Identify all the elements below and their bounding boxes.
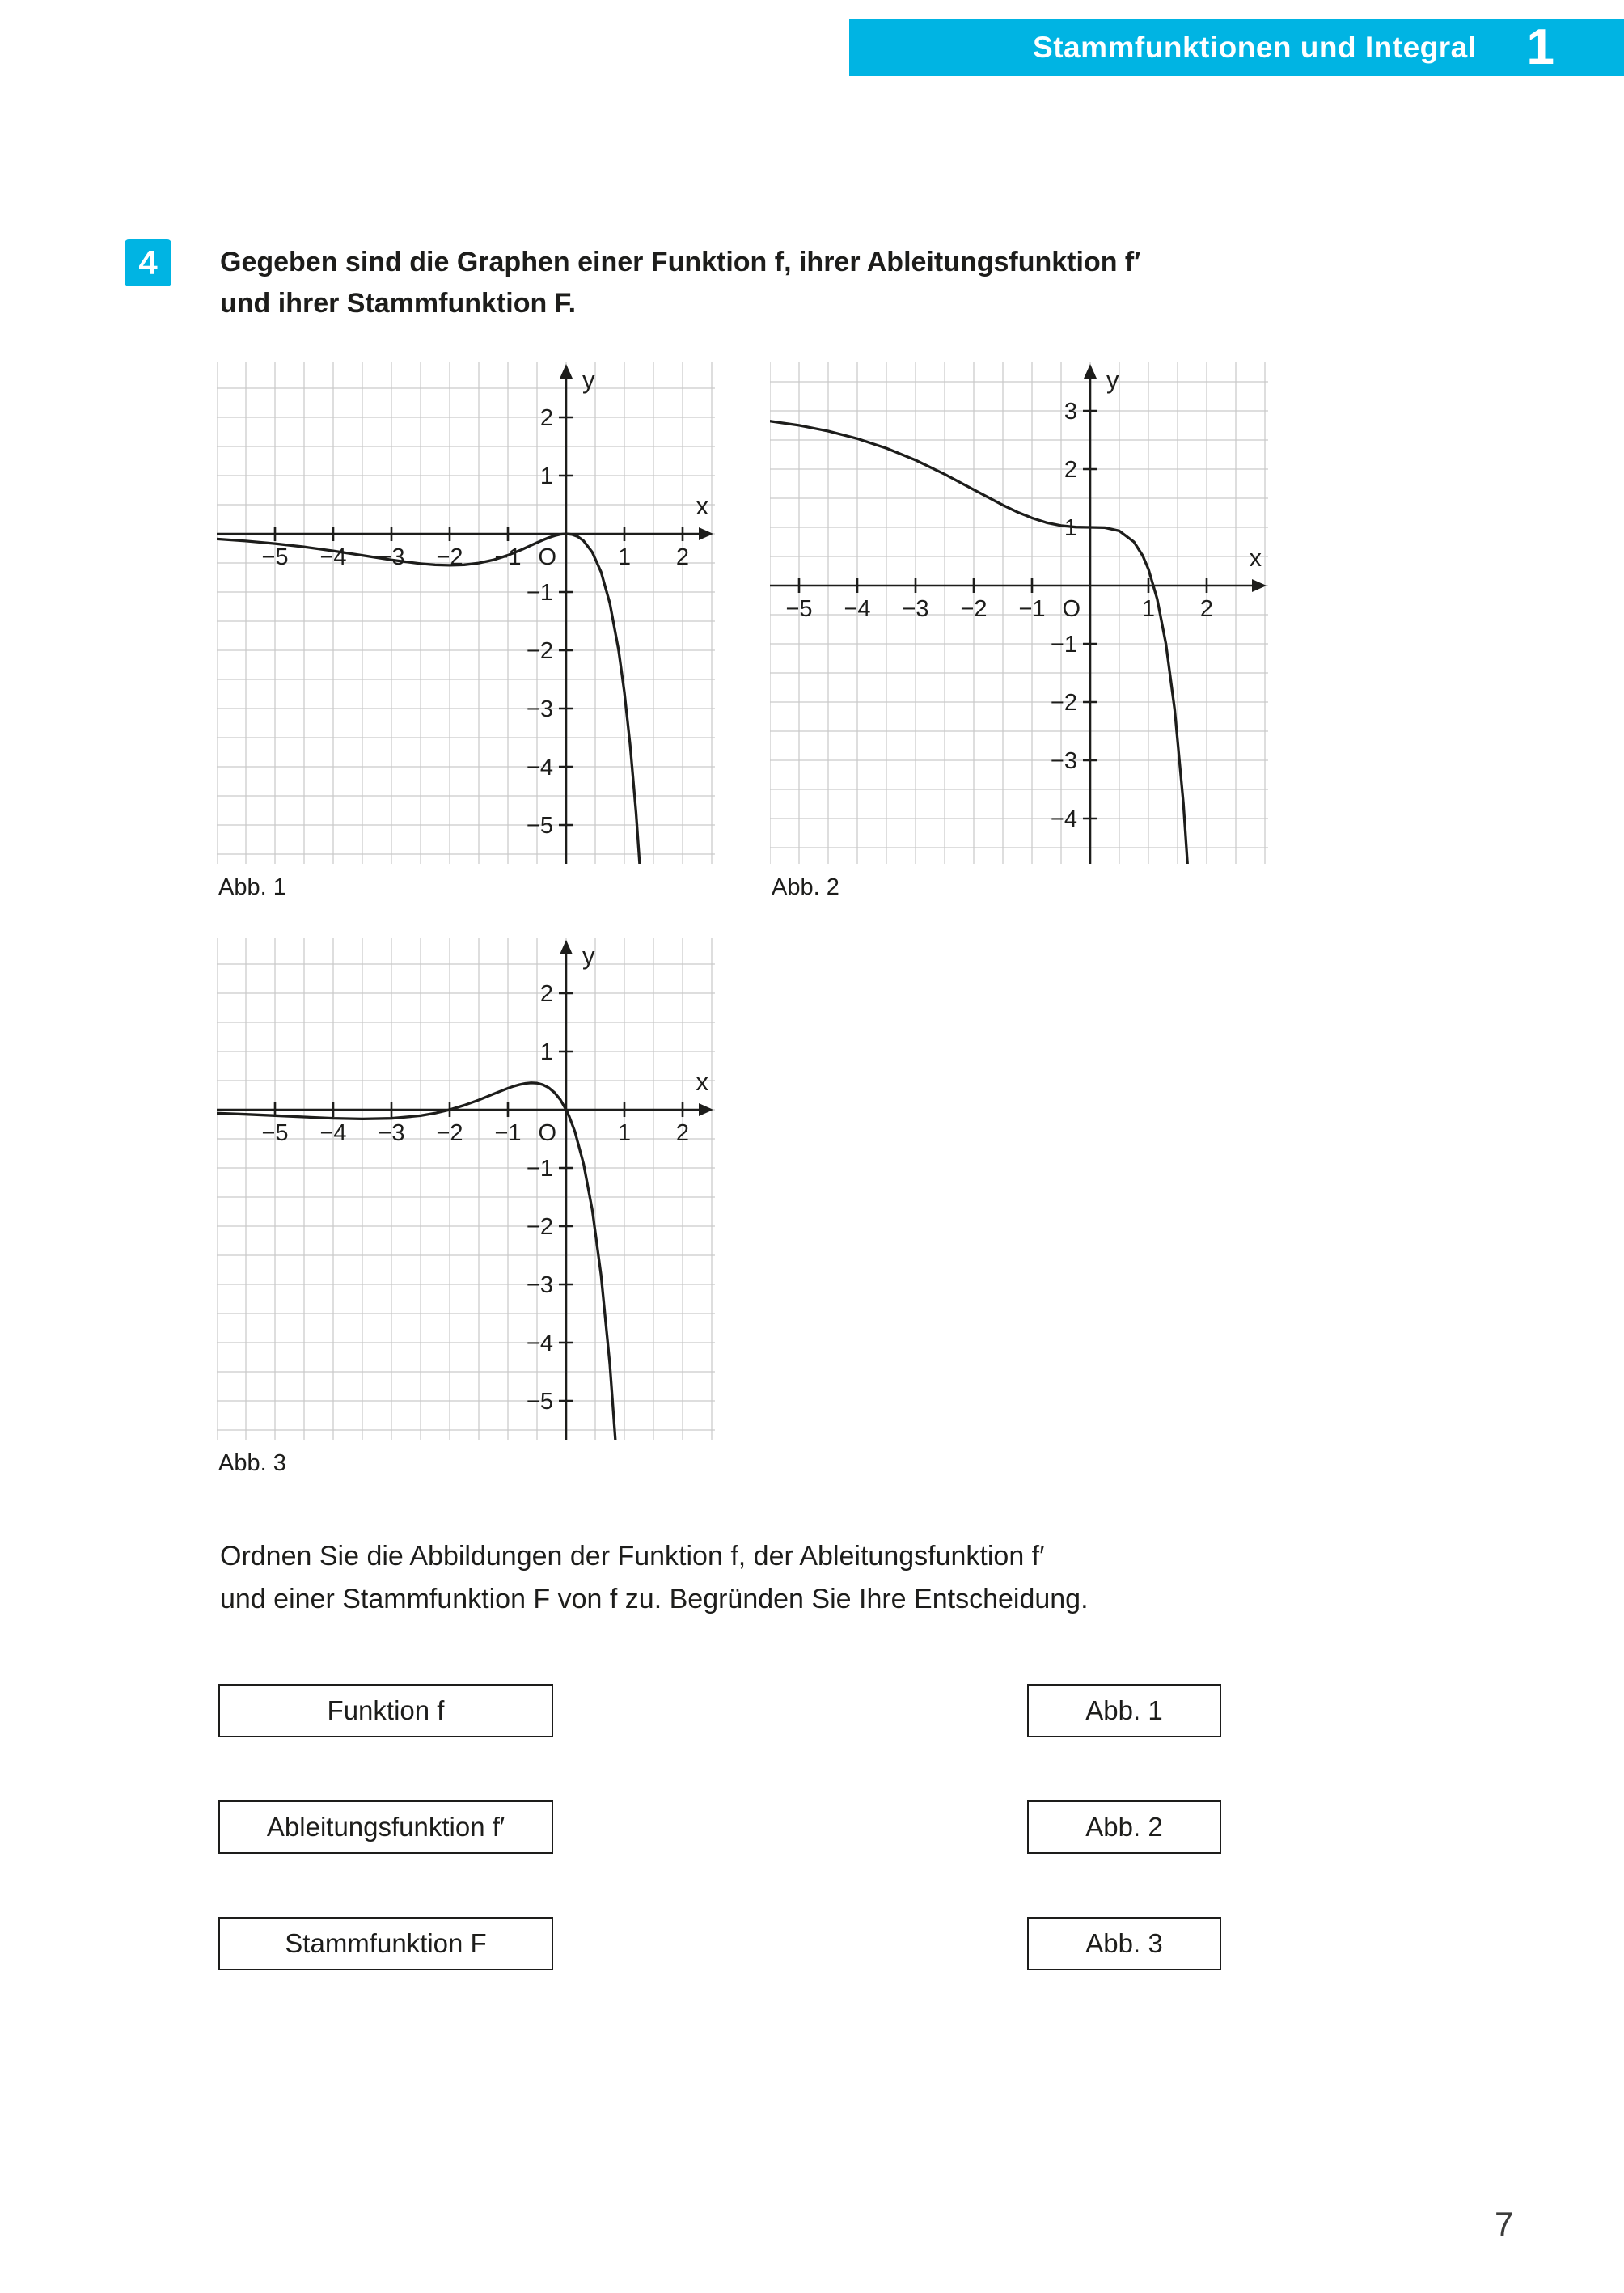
y-axis-arrow-icon — [560, 364, 573, 379]
y-tick-label: 1 — [539, 463, 553, 489]
y-tick-label: −5 — [526, 812, 553, 839]
y-tick-label: −2 — [1050, 689, 1077, 716]
x-tick-label: −1 — [494, 1119, 522, 1146]
y-tick-label: −2 — [526, 637, 553, 664]
x-tick-label: 1 — [617, 544, 632, 570]
y-axis-label: y — [1106, 366, 1119, 394]
plot-abb-2 — [770, 362, 1268, 864]
x-axis-arrow-icon — [699, 1103, 713, 1116]
y-tick-label: −1 — [526, 579, 553, 606]
y-tick-label: 2 — [539, 404, 553, 431]
chapter-header-bar — [849, 19, 1624, 76]
figure-caption-abb-3: Abb. 3 — [218, 1450, 286, 1476]
match-box-abb-3: Abb. 3 — [1027, 1917, 1221, 1970]
task-line-2: und einer Stammfunktion F von f zu. Begründen Sie Ihre Entscheidung. — [220, 1583, 1089, 1614]
exercise-prompt-line-1: Gegeben sind die Graphen einer Funktion f, ihrer Ableitungsfunktion f′ — [220, 247, 1141, 277]
chapter-number: 1 — [1526, 19, 1554, 75]
y-tick-label: 3 — [1064, 398, 1077, 425]
x-axis-label: x — [1249, 543, 1262, 572]
y-tick-label: 1 — [1064, 514, 1077, 541]
x-tick-label: −1 — [1018, 595, 1046, 622]
y-tick-label: 2 — [1064, 456, 1077, 483]
x-tick-label: −5 — [261, 1119, 289, 1146]
match-box-stammfunktion: Stammfunktion F — [218, 1917, 553, 1970]
match-box-abb-1: Abb. 1 — [1027, 1684, 1221, 1737]
x-tick-label: −4 — [319, 544, 347, 570]
x-axis-label: x — [696, 1067, 708, 1096]
x-tick-label: 2 — [1199, 595, 1214, 622]
x-tick-label: 2 — [675, 544, 690, 570]
y-tick-label: −1 — [526, 1155, 553, 1182]
figure-abb-3 — [217, 938, 715, 1477]
x-tick-label: −1 — [494, 544, 522, 570]
y-tick-label: 2 — [539, 980, 553, 1007]
x-tick-label: 1 — [1141, 595, 1156, 622]
x-axis-arrow-icon — [699, 527, 713, 540]
function-curve — [217, 534, 642, 864]
x-tick-label: 1 — [617, 1119, 632, 1146]
y-axis-label: y — [582, 366, 595, 394]
y-tick-label: −4 — [526, 754, 553, 781]
y-tick-label: −2 — [526, 1213, 553, 1240]
figure-abb-2 — [770, 362, 1268, 901]
figure-abb-1 — [217, 362, 715, 901]
y-tick-label: 1 — [539, 1039, 553, 1065]
y-tick-label: −3 — [526, 1271, 553, 1298]
exercise-number-badge: 4 — [125, 239, 171, 286]
x-tick-label: −4 — [844, 595, 871, 622]
x-tick-label: −4 — [319, 1119, 347, 1146]
origin-label: O — [1062, 595, 1081, 622]
y-tick-label: −1 — [1050, 631, 1077, 658]
x-tick-label: −2 — [436, 1119, 463, 1146]
plot-abb-3 — [217, 938, 715, 1440]
y-tick-label: −3 — [1050, 747, 1077, 774]
x-tick-label: −3 — [902, 595, 929, 622]
y-tick-label: −5 — [526, 1388, 553, 1415]
match-box-abb-2: Abb. 2 — [1027, 1800, 1221, 1854]
exercise-prompt — [220, 242, 1401, 324]
origin-label: O — [538, 544, 556, 570]
y-axis-arrow-icon — [1084, 364, 1097, 379]
match-box-funktion-f: Funktion f — [218, 1684, 553, 1737]
x-tick-label: −2 — [436, 544, 463, 570]
task-line-1: Ordnen Sie die Abbildungen der Funktion f, der Ableitungsfunktion f′ — [220, 1541, 1045, 1572]
x-tick-label: 2 — [675, 1119, 690, 1146]
y-tick-label: −4 — [1050, 806, 1077, 832]
task-instruction — [220, 1535, 1449, 1620]
x-tick-label: −3 — [378, 544, 405, 570]
origin-label: O — [538, 1119, 556, 1146]
x-tick-label: −5 — [261, 544, 289, 570]
figure-caption-abb-2: Abb. 2 — [772, 874, 839, 900]
y-tick-label: −4 — [526, 1330, 553, 1356]
y-axis-label: y — [582, 941, 595, 970]
exercise-prompt-line-2: und ihrer Stammfunktion F. — [220, 288, 577, 319]
y-axis-arrow-icon — [560, 940, 573, 954]
x-tick-label: −2 — [960, 595, 988, 622]
figure-caption-abb-1: Abb. 1 — [218, 874, 286, 900]
function-curve — [770, 417, 1191, 864]
x-tick-label: −3 — [378, 1119, 405, 1146]
page-number: 7 — [1495, 2205, 1514, 2243]
x-axis-label: x — [696, 491, 708, 520]
chapter-title: Stammfunktionen und Integral — [1033, 31, 1477, 64]
x-axis-arrow-icon — [1252, 579, 1267, 592]
y-tick-label: −3 — [526, 696, 553, 722]
plot-abb-1 — [217, 362, 715, 864]
x-tick-label: −5 — [785, 595, 813, 622]
match-box-ableitungsfunktion: Ableitungsfunktion f′ — [218, 1800, 553, 1854]
